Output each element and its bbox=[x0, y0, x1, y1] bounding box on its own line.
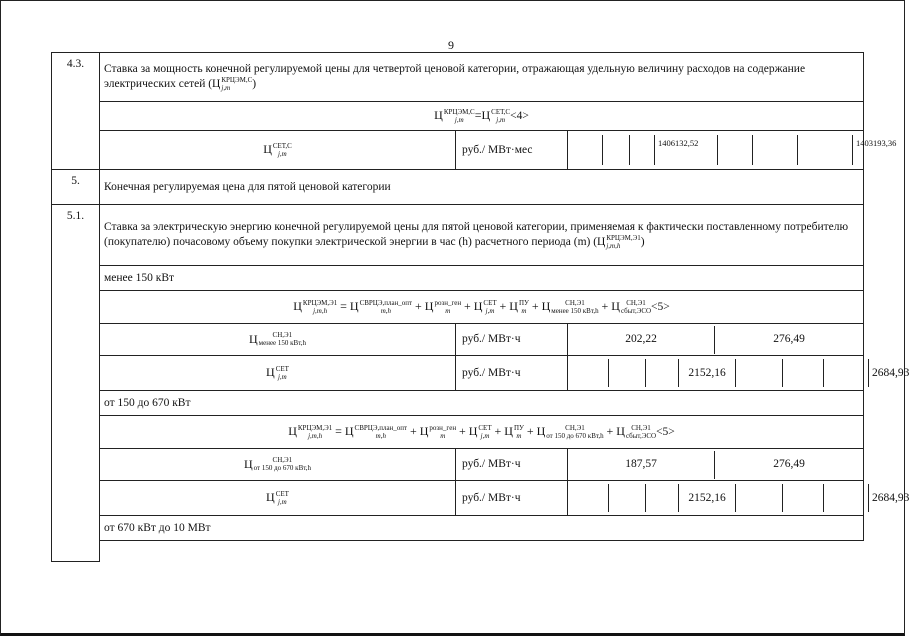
description-sup: КРЦЭМ,С bbox=[221, 75, 253, 84]
formula-term: + Ц bbox=[463, 299, 483, 314]
formula-term: + Ц bbox=[606, 424, 625, 439]
unit-cell: руб./ МВт·ч bbox=[456, 449, 568, 481]
symbol-cell bbox=[100, 449, 456, 481]
description-text: Ставка за электрическую энергию конечной регулируемой цены для пятой ценовой категории, применяемая к фактически поставленному потребителю (покупателю) почасовому объему покупки электрической энергии в час (h) расчетного периода (m) (Ц bbox=[104, 221, 849, 248]
data-row bbox=[52, 449, 864, 481]
formula-sub: j,m bbox=[454, 115, 464, 124]
group-label-row bbox=[52, 391, 864, 416]
data-row bbox=[52, 356, 864, 391]
value-cell: 1403193,36 bbox=[853, 135, 864, 165]
empty-cell bbox=[798, 135, 853, 165]
symbol-sub: j,m bbox=[277, 372, 287, 381]
formula-sub: m bbox=[440, 431, 446, 440]
empty-cell bbox=[603, 135, 630, 165]
data-row bbox=[52, 324, 864, 356]
formula-term: + Ц bbox=[531, 299, 551, 314]
empty-cell bbox=[783, 484, 824, 512]
formula-term: = Ц bbox=[335, 424, 354, 439]
empty-cell bbox=[646, 484, 679, 512]
formula-term: + Ц bbox=[415, 299, 434, 314]
formula-symbol: Ц bbox=[434, 108, 443, 123]
value-cell: 187,57 bbox=[625, 458, 657, 471]
table-row-5-1 bbox=[52, 205, 864, 266]
formula-row bbox=[52, 291, 864, 324]
empty-cell bbox=[630, 135, 655, 165]
row-description bbox=[100, 205, 864, 266]
formula-sub: j,m bbox=[496, 115, 505, 124]
formula-ref: <5> bbox=[651, 301, 670, 314]
symbol: Ц bbox=[248, 331, 258, 346]
row-number: 5. bbox=[52, 170, 100, 205]
symbol-sup: СЕТ bbox=[275, 489, 289, 498]
formula-sup: КРЦЭМ,С bbox=[443, 107, 475, 116]
group-label-row bbox=[52, 516, 864, 541]
formula-sup: КРЦЭМ,Э1 bbox=[297, 423, 333, 432]
data-row bbox=[52, 481, 864, 516]
group-label-row bbox=[52, 266, 864, 291]
value-cell: 1406132,52 bbox=[655, 135, 718, 165]
unit-cell: руб./ МВт·ч bbox=[456, 324, 568, 356]
formula-sup: СН,Э1 bbox=[631, 423, 651, 432]
values-cell bbox=[568, 449, 864, 481]
empty-cell bbox=[824, 484, 869, 512]
tariff-table bbox=[51, 52, 909, 562]
formula-sup: ПУ bbox=[513, 423, 524, 432]
value-cell: 2152,16 bbox=[679, 359, 736, 387]
formula-term: + Ц bbox=[458, 424, 478, 439]
unit-cell: руб./ МВт·ч bbox=[456, 481, 568, 516]
formula-ref: <5> bbox=[656, 426, 675, 439]
formula-sub: от 150 до 670 кВт,h bbox=[546, 431, 604, 440]
formula-sub: m bbox=[521, 306, 527, 315]
formula-sup: ПУ bbox=[518, 298, 529, 307]
symbol-sub: от 150 до 670 кВт,h bbox=[253, 464, 312, 473]
symbol-cell bbox=[100, 356, 456, 391]
formula-sub: m bbox=[516, 431, 522, 440]
formula-row-4-3 bbox=[52, 102, 864, 131]
empty-cell bbox=[718, 135, 753, 165]
description-sub: j,m,h bbox=[606, 241, 621, 250]
row-number: 5.1. bbox=[52, 205, 100, 562]
formula-sup: СН,Э1 bbox=[565, 298, 585, 307]
formula-term: = Ц bbox=[340, 299, 359, 314]
spacer-cell bbox=[100, 541, 864, 562]
formula-sup: СН,Э1 bbox=[565, 423, 585, 432]
formula-row bbox=[52, 416, 864, 449]
empty-cell bbox=[736, 484, 783, 512]
formula-sup: СН,Э1 bbox=[626, 298, 646, 307]
row-number: 4.3. bbox=[52, 53, 100, 170]
data-row-4-3 bbox=[52, 131, 864, 170]
formula-sub: менее 150 кВт,h bbox=[551, 306, 599, 315]
formula-sub: сбыт,ЭСО bbox=[625, 431, 657, 440]
description-close: ) bbox=[640, 235, 645, 248]
formula-sub: j,m,h bbox=[308, 431, 323, 440]
formula-symbol: Ц bbox=[288, 424, 297, 439]
table-row-5 bbox=[52, 170, 864, 205]
value-cell: 202,22 bbox=[625, 333, 657, 346]
empty-cell bbox=[646, 359, 679, 387]
group-label: менее 150 кВт bbox=[100, 266, 864, 291]
formula-sub: j,m bbox=[485, 306, 495, 315]
formula-sup: розн_ген bbox=[429, 423, 457, 432]
symbol: Ц bbox=[266, 490, 275, 505]
row-description bbox=[100, 53, 864, 102]
formula bbox=[100, 416, 864, 449]
formula-sup: розн_ген bbox=[434, 298, 462, 307]
formula-term: + Ц bbox=[409, 424, 429, 439]
formula-sup: СЕТ bbox=[483, 298, 497, 307]
formula-sup: СЕТ,С bbox=[491, 107, 511, 116]
page-number: 9 bbox=[448, 38, 454, 52]
description-text: Ставка за мощность конечной регулируемой цены для четвертой ценовой категории, отражающая удельную величину расходов на содержание электрических сетей (Ц bbox=[104, 63, 806, 90]
symbol-cell bbox=[100, 131, 456, 170]
formula-ref: <4> bbox=[510, 110, 529, 123]
formula-symbol: Ц bbox=[293, 299, 302, 314]
unit-cell: руб./ МВт·ч bbox=[456, 356, 568, 391]
description-sub: j,m bbox=[221, 83, 231, 92]
unit-cell: руб./ МВт·мес bbox=[456, 131, 568, 170]
empty-cell bbox=[736, 359, 783, 387]
empty-cell bbox=[568, 484, 609, 512]
empty-cell bbox=[609, 359, 646, 387]
formula-term: + Ц bbox=[494, 424, 513, 439]
symbol-sup: СЕТ bbox=[275, 364, 289, 373]
symbol-sub: j,m bbox=[277, 497, 287, 506]
description-close: ) bbox=[252, 77, 257, 90]
formula-eq: =Ц bbox=[474, 108, 491, 123]
values-cell: 2152,16 2684,93 bbox=[568, 481, 864, 516]
empty-cell bbox=[824, 359, 869, 387]
formula-sub: m,h bbox=[380, 306, 391, 315]
formula-sup: СВРЦЭ,план_опт bbox=[354, 423, 408, 432]
spacer-row bbox=[52, 541, 864, 562]
value-cell: 2152,16 bbox=[679, 484, 736, 512]
formula-sub: сбыт,ЭСО bbox=[620, 306, 652, 315]
formula-sub: j,m,h bbox=[313, 306, 328, 315]
symbol-sub: j,m bbox=[277, 149, 287, 158]
formula-sup: КРЦЭМ,Э1 bbox=[302, 298, 338, 307]
formula-sub: j,m bbox=[480, 431, 490, 440]
values-cell: 2152,16 2684,93 bbox=[568, 356, 864, 391]
symbol-sup: СН,Э1 bbox=[272, 331, 293, 340]
empty-cell bbox=[609, 484, 646, 512]
formula bbox=[100, 102, 864, 131]
empty-cell bbox=[568, 359, 609, 387]
empty-cell bbox=[753, 135, 798, 165]
formula bbox=[100, 291, 864, 324]
values-cell bbox=[568, 131, 897, 170]
symbol-cell bbox=[100, 481, 456, 516]
formula-term: + Ц bbox=[526, 424, 546, 439]
symbol-sup: СЕТ,С bbox=[272, 141, 292, 150]
values-cell bbox=[568, 324, 864, 356]
value-cell: 276,49 bbox=[715, 326, 864, 354]
description-sup: КРЦЭМ,Э1 bbox=[606, 233, 641, 242]
group-label: от 150 до 670 кВт bbox=[100, 391, 864, 416]
symbol-sup: СН,Э1 bbox=[272, 456, 293, 465]
group-label: от 670 кВт до 10 МВт bbox=[100, 516, 864, 541]
symbol-sub: менее 150 кВт,h bbox=[258, 339, 307, 348]
table-row-4-3 bbox=[52, 53, 864, 102]
empty-cell bbox=[568, 135, 603, 165]
symbol: Ц bbox=[266, 365, 275, 380]
symbol: Ц bbox=[263, 142, 272, 157]
formula-term: + Ц bbox=[499, 299, 518, 314]
formula-sub: m,h bbox=[375, 431, 386, 440]
empty-cell bbox=[783, 359, 824, 387]
formula-sup: СЕТ bbox=[478, 423, 492, 432]
formula-sub: m bbox=[445, 306, 451, 315]
value-cell: 276,49 bbox=[715, 451, 864, 479]
row-description: Конечная регулируемая цена для пятой ценовой категории bbox=[100, 170, 864, 205]
formula-sup: СВРЦЭ,план_опт bbox=[359, 298, 413, 307]
formula-term: + Ц bbox=[601, 299, 620, 314]
symbol-cell bbox=[100, 324, 456, 356]
symbol: Ц bbox=[243, 456, 253, 471]
